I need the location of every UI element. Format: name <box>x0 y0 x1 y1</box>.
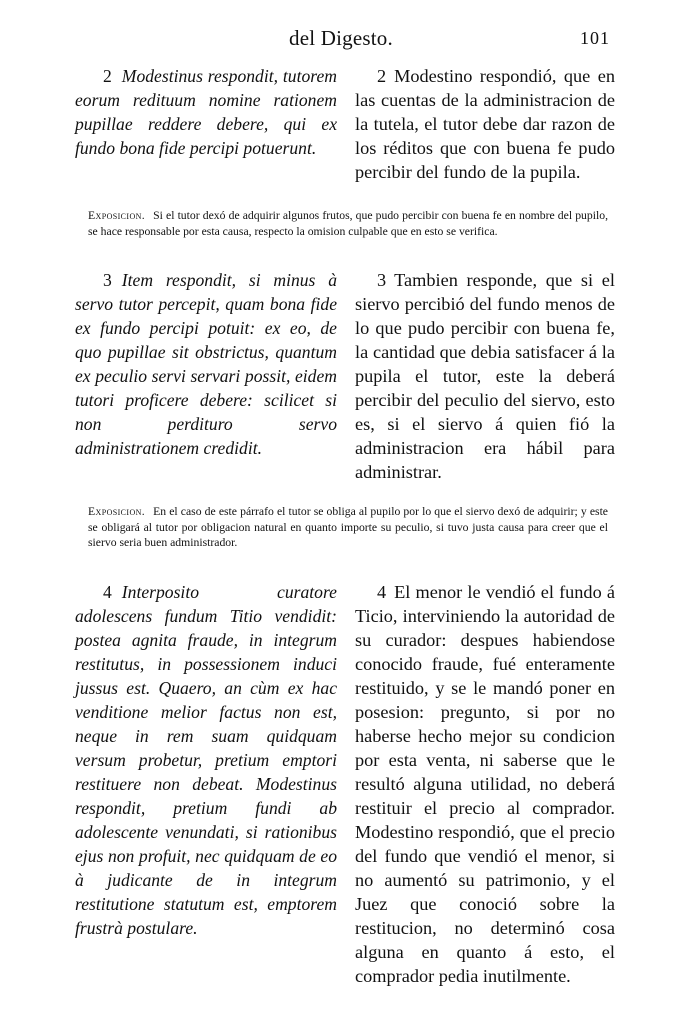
paragraph-number: 3 <box>377 270 387 290</box>
spanish-text: El menor le vendió el fundo á Ticio, interviniendo la autoridad de su curador: despues habiendose conocido fraude, fué enteramente restituido, y se le mandó poner en posesion: pregunto, si por no haberse hecho mejor su condicion por esta venta, ni saberse que le resultó alguna utilidad, no deberá restituir el precio al comprador. Modestino respondió, que el precio del fundo que vendió el menor, si no aumentó su patrimonio, y el Juez que conoció sobre la restitucion, no determinó cosa alguna en quanto á esto, el comprador pedia inutilmente. <box>355 582 615 986</box>
paragraph-number: 4 <box>103 582 112 602</box>
spanish-text: Modestino respondió, que en las cuentas de la administracion de la tutela, el tutor debe dar razon de los réditos que con buena fe pudo percibir del fundo de la pupila. <box>355 66 615 182</box>
paragraph-number: 2 <box>377 66 387 86</box>
exposicion-text: En el caso de este párrafo el tutor se obliga al pupilo por lo que el siervo dexó de adquirir; y este se obligará al tutor por obligacion natural en quanto importe su peculio, si tuvo justa causa para creer que el siervo seria buen administrador. <box>88 505 608 549</box>
exposicion-note-1 <box>88 208 608 239</box>
paragraph-number: 4 <box>377 582 387 602</box>
page-header <box>0 26 682 56</box>
latin-text: Modestinus respondit, tutorem eorum redituum nomine rationem pupillae reddere debere, qui ex fundo bona fide percipi potuerunt. <box>75 66 337 158</box>
exposicion-label: Exposicion. <box>88 505 146 518</box>
exposicion-text: Si el tutor dexó de adquirir algunos frutos, que pudo percibir con buena fe en nombre del pupilo, se hace responsable por esta causa, respecto la omision culpable que en esto se verifica. <box>88 209 608 238</box>
running-title: del Digesto. <box>289 26 393 50</box>
paragraph-number: 2 <box>103 66 112 86</box>
exposicion-label: Exposicion. <box>88 209 146 222</box>
page-number: 101 <box>580 28 610 48</box>
spanish-paragraph-2 <box>355 64 615 184</box>
exposicion-note-2 <box>88 504 608 551</box>
spanish-paragraph-3 <box>355 268 615 484</box>
latin-text: Interposito curatore adolescens fundum Titio vendidit: postea agnita fraude, in integrum restitutus, in possessionem induci jussus est. Quaero, an cùm ex hac venditione melior factus non est, neque in rem suam quidquam versum probetur, pretium emptori restituere non debeat. Modestinus respondit, pretium fundi ab adolescente venundati, si rationibus ejus non profuit, nec quidquam de eo à judicante de in integrum restitutione statutum est, emptorem frustrà postulare. <box>75 582 337 938</box>
latin-paragraph-2 <box>75 64 337 160</box>
latin-paragraph-3 <box>75 268 337 460</box>
spanish-paragraph-4 <box>355 580 615 988</box>
latin-paragraph-4 <box>75 580 337 940</box>
latin-text: Item respondit, si minus à servo tutor percepit, quam bona fide ex fundo percipi potuit: ex eo, de quo pupillae sit obstrictus, quantum ex peculio servi servari possit, eidem tutori proficere debere: scilicet si non perdituro servo administrationem credidit. <box>75 270 337 458</box>
paragraph-number: 3 <box>103 270 112 290</box>
spanish-text: Tambien responde, que si el siervo percibió del fundo menos de lo que pudo percibir con buena fe, la cantidad que debia satisfacer á la pupila el tutor, este la deberá percibir del peculio del siervo, esto es, si el siervo á quien fió la administracion era hábil para administrar. <box>355 270 615 482</box>
